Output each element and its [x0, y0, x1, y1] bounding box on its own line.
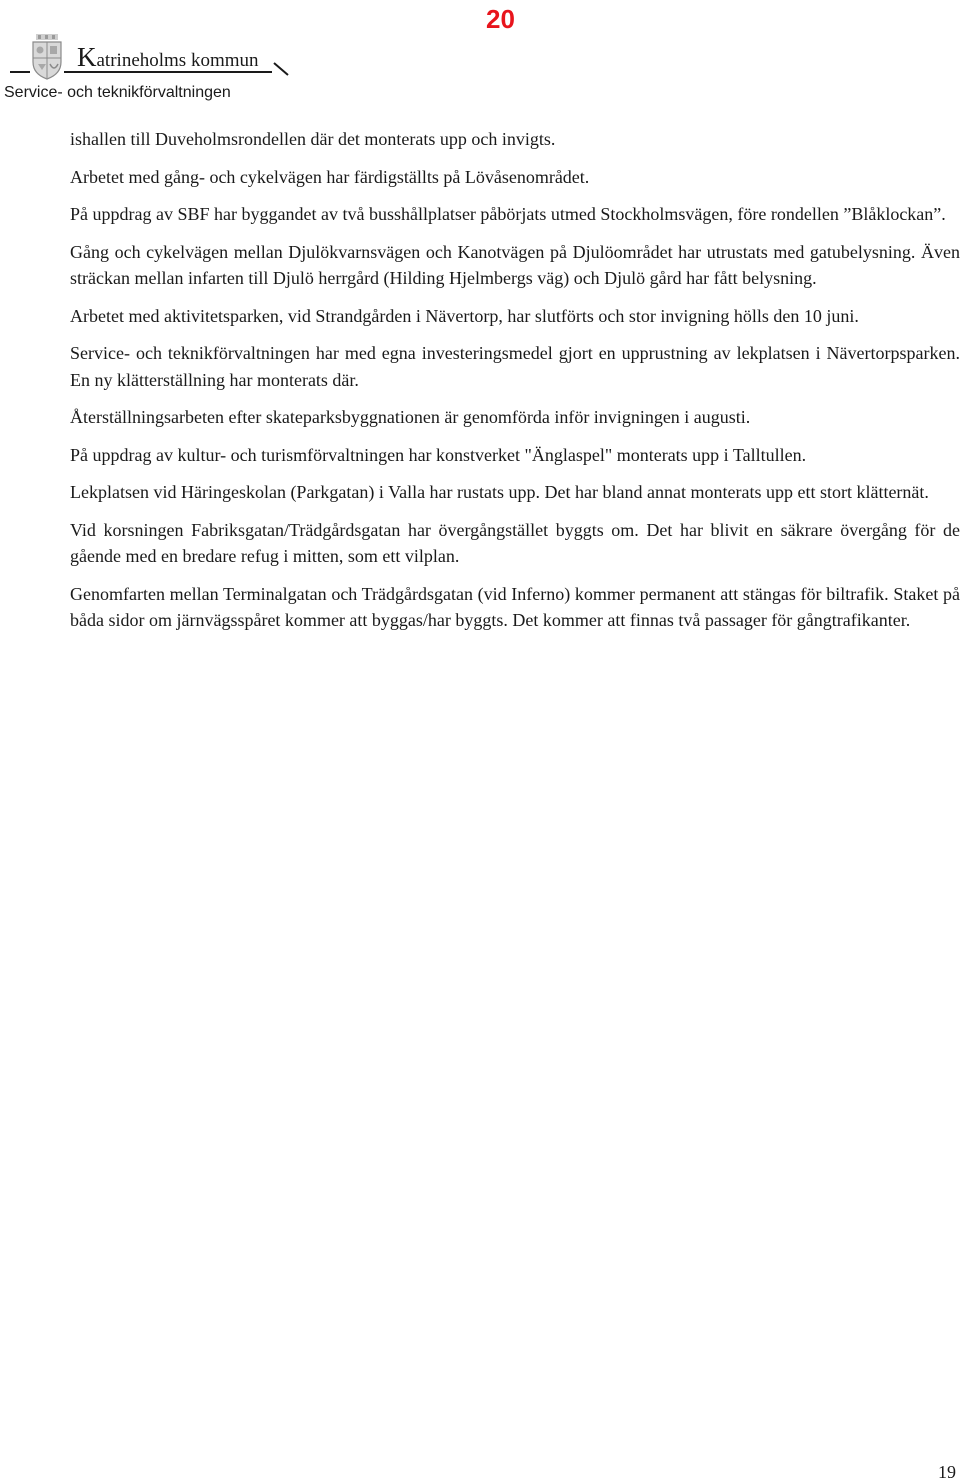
header-rule-left — [10, 71, 30, 73]
page-badge-number: 20 — [486, 4, 515, 34]
paragraph-4: Gång och cykelvägen mellan Djulökvarnsvägen och Kanotvägen på Djulöområdet har utrustats med gatubelysning. Även sträckan mellan infarten till Djulö herrgård (Hilding Hjelmbergs väg) och Djulö gård har fått belysning. — [70, 241, 960, 288]
paragraph-1: ishallen till Duveholmsrondellen där det monterats upp och invigts. — [70, 129, 556, 149]
paragraph-3: På uppdrag av SBF har byggandet av två busshållplatser påbörjats utmed Stockholmsvägen, före rondellen ”Blåklockan”. — [70, 204, 946, 224]
department-name: Service- och teknikförvaltningen — [4, 84, 231, 101]
municipal-crest-icon — [30, 34, 64, 80]
document-header — [0, 30, 300, 110]
municipality-name: Katrineholms kommun — [77, 42, 259, 72]
paragraph-7: Återställningsarbeten efter skateparksbyggnationen är genomförda inför invigningen i augusti. — [70, 407, 751, 427]
header-slash-mark — [272, 62, 292, 76]
paragraph-11: Genomfarten mellan Terminalgatan och Trädgårdsgatan (vid Inferno) kommer permanent att stängas för biltrafik. Staket på båda sidor om järnvägsspåret kommer att byggas/har byggts. Det kommer att finnas två passager för gångtrafikanter. — [70, 583, 960, 630]
paragraph-6: Service- och teknikförvaltningen har med egna investeringsmedel gjort en upprustning av lekplatsen i Nävertorpsparken. En ny klätterställning har monterats där. — [70, 343, 960, 390]
paragraph-8: På uppdrag av kultur- och turismförvaltningen har konstverket "Änglaspel" monterats upp i Talltullen. — [70, 444, 807, 465]
document-body — [70, 126, 960, 634]
paragraph-2: Arbetet med gång- och cykelvägen har färdigställts på Lövåsenområdet. — [70, 166, 590, 187]
paragraph-9: Lekplatsen vid Häringeskolan (Parkgatan) i Valla har rustats upp. Det har bland annat monterats upp ett stort klätternät. — [70, 482, 929, 502]
paragraph-5: Arbetet med aktivitetsparken, vid Strandgården i Nävertorp, har slutförts och stor invigning hölls den 10 juni. — [70, 305, 859, 326]
page-number: 19 — [938, 1462, 956, 1482]
paragraph-10: Vid korsningen Fabriksgatan/Trädgårdsgatan har övergångstället byggts om. Det har blivit en säkrare övergång för de gående med en bredare refug i mitten, som ett vilplan. — [70, 519, 960, 566]
